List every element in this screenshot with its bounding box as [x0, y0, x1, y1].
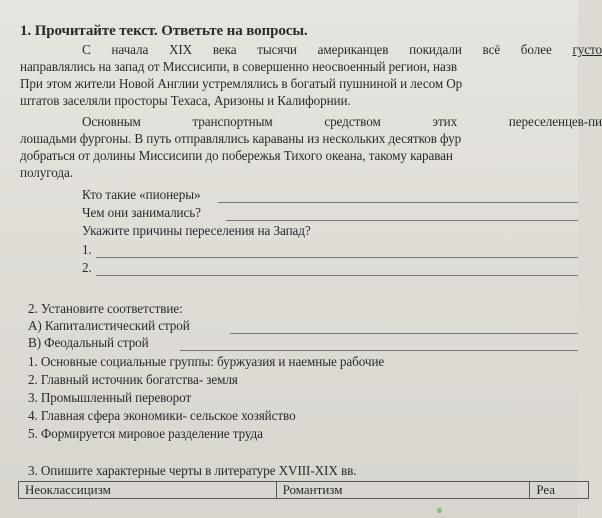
match-option-b: В) Феодальный строй	[28, 335, 149, 350]
question-reasons: Укажите причины переселения на Запад?	[82, 223, 311, 238]
task2-heading: 2. Установите соответствие:	[28, 301, 183, 316]
match-item: 4. Главная сфера экономики- сельское хозяйство	[28, 408, 296, 423]
question-occupation: Чем они занимались?	[82, 205, 201, 220]
paragraph1-line2: направлялись на запад от Миссисипи, в совершенно неосвоенный регион, назв	[20, 59, 457, 74]
match-item: 5. Формируется мировое разделение труда	[28, 426, 263, 441]
answer-line-occupation[interactable]	[226, 220, 578, 221]
match-item: 2. Главный источник богатства- земля	[28, 372, 238, 387]
literature-table-header	[18, 481, 589, 499]
question-pioneers: Кто такие «пионеры»	[82, 187, 201, 202]
answer-line-pioneers[interactable]	[218, 202, 578, 203]
paragraph2-line4: полугода.	[20, 165, 73, 180]
paragraph2-line1: Основным транспортным средством этих переселенцев-пи	[82, 114, 602, 129]
task3-heading: 3. Опишите характерные черты в литературе XVIII-XIX вв.	[28, 463, 357, 478]
match-item: 3. Промышленный переворот	[28, 390, 192, 405]
answer-line-2[interactable]	[96, 275, 578, 276]
match-option-a: А) Капиталистический строй	[28, 318, 190, 333]
paragraph2-line2: лошадьми фургоны. В путь отправлялись караваны из нескольких десятков фур	[20, 131, 462, 146]
paragraph1-line3: При этом жители Новой Англии устремлялись в богатый пушниной и лесом Ор	[20, 76, 463, 91]
answer-line-1[interactable]	[96, 257, 578, 258]
match-item: 1. Основные социальные группы: буржуазия и наемные рабочие	[28, 354, 385, 369]
green-dot-mark	[437, 508, 442, 513]
answer-number-1: 1.	[82, 242, 92, 257]
column-romanticism: Романтизм	[277, 482, 531, 498]
task1-heading: 1. Прочитайте текст. Ответьте на вопросы.	[20, 23, 308, 39]
paragraph1-line4: штатов заселяли просторы Техаса, Аризоны и Калифорнии.	[20, 93, 351, 108]
match-answer-line-b[interactable]	[180, 350, 578, 351]
answer-number-2: 2.	[82, 260, 92, 275]
paragraph2-line3: добраться от долины Миссисипи до побережья Тихого океана, такому караван	[20, 148, 453, 163]
paragraph1-line1: С начала XIX века тысячи американцев покидали всё более густо	[82, 42, 602, 57]
match-answer-line-a[interactable]	[230, 333, 578, 334]
column-neoclassicism: Неоклассицизм	[19, 482, 277, 498]
column-realism: Реа	[530, 482, 589, 498]
